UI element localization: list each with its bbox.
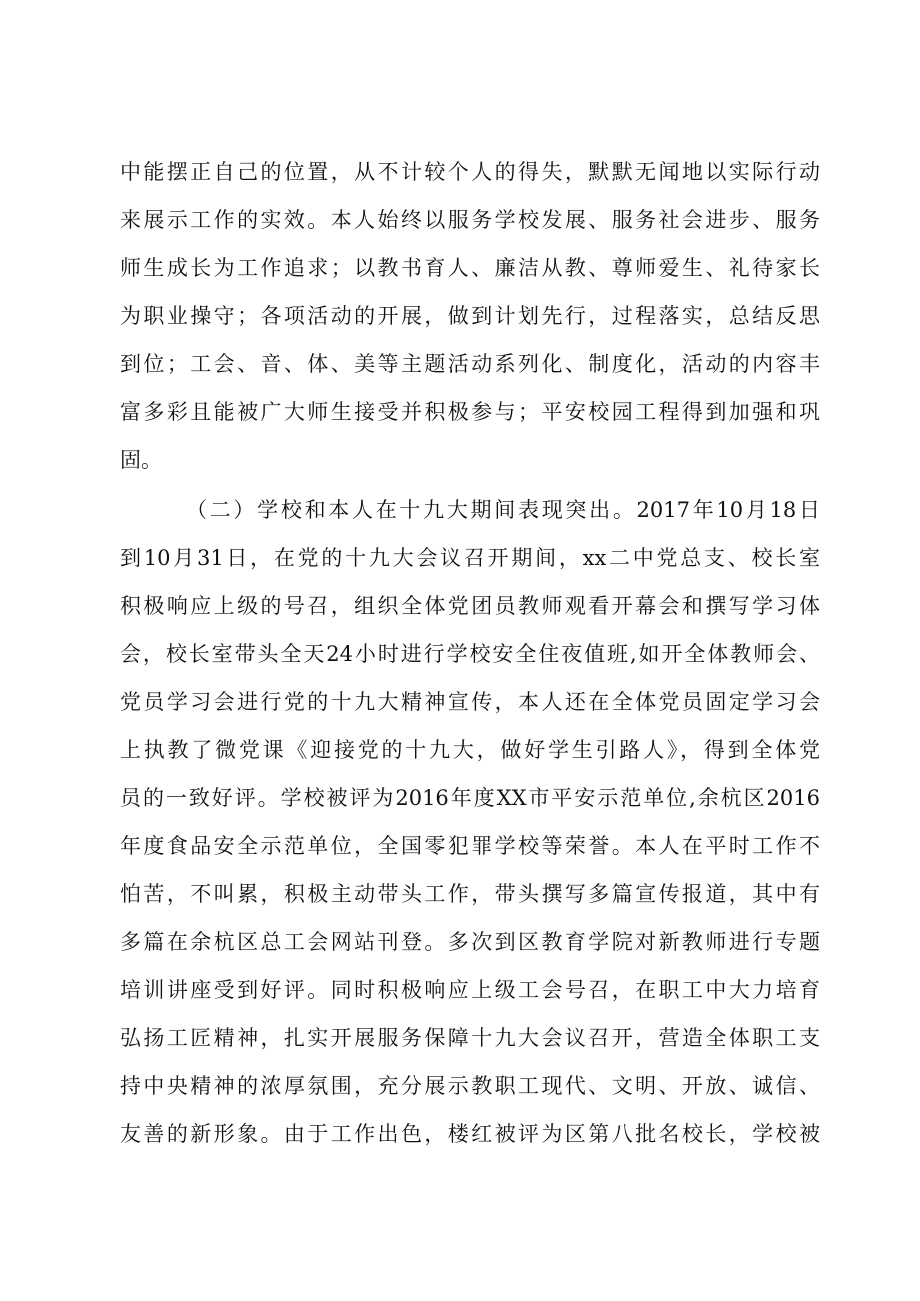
text-line: 来展示工作的实效。本人始终以服务学校发展、服务社会进步、服务: [120, 208, 820, 232]
text-line: 员的一致好评。学校被评为2016年度XX市平安示范单位,余杭区2016: [120, 786, 820, 810]
text-line: 师生成长为工作追求；以教书育人、廉洁从教、尊师爱生、礼待家长: [120, 256, 820, 280]
text-line: 上执教了微党课《迎接党的十九大，做好学生引路人》，得到全体党: [120, 738, 820, 762]
text-line: 固。: [120, 448, 162, 472]
text-line: 党员学习会进行党的十九大精神宣传，本人还在全体党员固定学习会: [120, 690, 820, 714]
text-line: 为职业操守；各项活动的开展，做到计划先行，过程落实，总结反思: [120, 304, 820, 328]
text-line: 友善的新形象。由于工作出色，楼红被评为区第八批名校长，学校被: [120, 1122, 820, 1146]
text-line: 积极响应上级的号召，组织全体党团员教师观看开幕会和撰写学习体: [120, 594, 820, 618]
text-line: 年度食品安全示范单位，全国零犯罪学校等荣誉。本人在平时工作不: [120, 834, 820, 858]
text-line: 培训讲座受到好评。同时积极响应上级工会号召，在职工中大力培育: [120, 978, 820, 1002]
text-line: 持中央精神的浓厚氛围，充分展示教职工现代、文明、开放、诚信、: [120, 1074, 820, 1098]
text-line: 到10月31日，在党的十九大会议召开期间，xx二中党总支、校长室: [120, 546, 820, 570]
text-line: 富多彩且能被广大师生接受并积极参与；平安校园工程得到加强和巩: [120, 400, 820, 424]
text-line: 到位；工会、音、体、美等主题活动系列化、制度化，活动的内容丰: [120, 352, 820, 376]
text-line: 弘扬工匠精神，扎实开展服务保障十九大会议召开，营造全体职工支: [120, 1026, 820, 1050]
text-line: 会，校长室带头全天24小时进行学校安全住夜值班,如开全体教师会、: [120, 642, 820, 666]
text-line: 怕苦，不叫累，积极主动带头工作，带头撰写多篇宣传报道，其中有: [120, 882, 820, 906]
text-line: 多篇在余杭区总工会网站刊登。多次到区教育学院对新教师进行专题: [120, 930, 820, 954]
text-line: 中能摆正自己的位置，从不计较个人的得失，默默无闻地以实际行动: [120, 160, 820, 184]
text-line: （二）学校和本人在十九大期间表现突出。2017年10月18日: [186, 498, 820, 522]
